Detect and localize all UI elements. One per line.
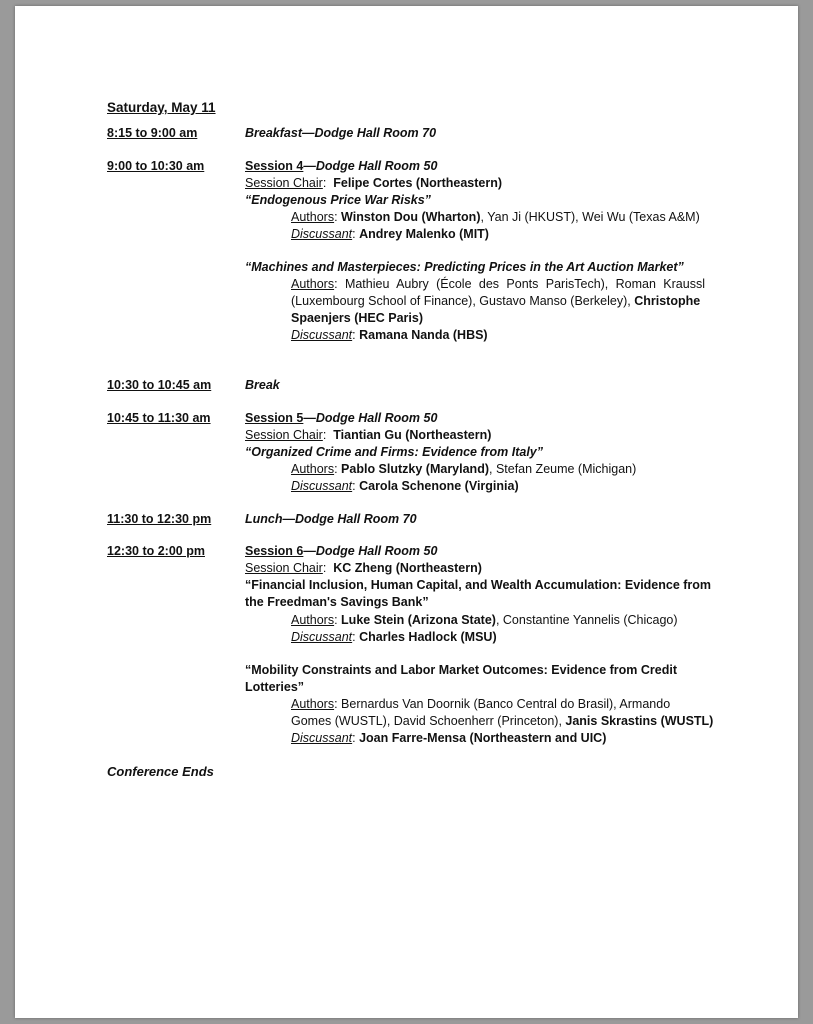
chair-label: Session Chair: [245, 428, 323, 442]
paper-title: “Endogenous Price War Risks”: [245, 193, 431, 207]
presenting-author: Christophe: [634, 294, 701, 308]
chair-name: Felipe Cortes (Northeastern): [333, 176, 503, 190]
paper-title-line: Lotteries”: [245, 680, 305, 694]
paper-title-line: “Financial Inclusion, Human Capital, and Wealth Accumulation: Evidence from: [245, 578, 712, 592]
discussant-label: Discussant: [291, 731, 353, 745]
paper-authors: Authors: Winston Dou (Wharton), Yan Ji (HKUST), Wei Wu (Texas A&M): [291, 210, 700, 224]
co-authors: Bernardus Van Doornik (Banco Central do Brasil), Armando: [341, 697, 671, 711]
session-name: Session 4: [245, 159, 304, 173]
session-location: —Dodge Hall Room 50: [303, 159, 438, 173]
discussant-name: Ramana Nanda (HBS): [359, 328, 488, 342]
authors-label: Authors: [291, 697, 335, 711]
co-authors: , Yan Ji (HKUST), Wei Wu (Texas A&M): [480, 210, 700, 224]
session-chair: Session Chair: Felipe Cortes (Northeastern): [245, 176, 503, 190]
presenting-author: Janis Skrastins (WUSTL): [565, 714, 714, 728]
co-authors: Gomes (WUSTL), David Schoenherr (Princeton),: [291, 714, 566, 728]
chair-label: Session Chair: [245, 176, 323, 190]
slot-time: 10:30 to 10:45 am: [107, 378, 212, 392]
presenting-author: Winston Dou (Wharton): [341, 210, 481, 224]
discussant-label: Discussant: [291, 328, 353, 342]
slot-event: Breakfast—Dodge Hall Room 70: [245, 126, 437, 140]
session-name: Session 6: [245, 544, 304, 558]
discussant-name: Joan Farre-Mensa (Northeastern and UIC): [359, 731, 607, 745]
session-heading: [245, 158, 437, 175]
paper-authors: Authors: Bernardus Van Doornik (Banco Central do Brasil), Armando Gomes (WUSTL), David Schoenherr (Princeton), Janis Skrastins (WUSTL): [291, 697, 714, 728]
authors-label: Authors: [291, 210, 335, 224]
slot-time: 8:15 to 9:00 am: [107, 126, 198, 140]
slot-event: Break: [245, 378, 280, 392]
slot-time: 11:30 to 12:30 pm: [107, 512, 212, 526]
paper-authors: Authors: Mathieu Aubry (École des Ponts ParisTech), Roman Kraussl (Luxembourg School of Finance), Gustavo Manso (Berkeley), Christophe Spaenjers (HEC Paris): [291, 277, 705, 325]
session-location: —Dodge Hall Room 50: [303, 544, 438, 558]
slot-event: Lunch—Dodge Hall Room 70: [245, 512, 417, 526]
day-heading: Saturday, May 11: [107, 100, 216, 115]
authors-label: Authors: [291, 462, 335, 476]
paper-discussant: Discussant: Ramana Nanda (HBS): [291, 328, 488, 342]
slot-time: 10:45 to 11:30 am: [107, 411, 211, 425]
co-authors: , Constantine Yannelis (Chicago): [495, 613, 678, 627]
closing-note: Conference Ends: [107, 764, 214, 779]
paper-authors: Authors: Luke Stein (Arizona State), Constantine Yannelis (Chicago): [291, 613, 678, 627]
discussant-label: Discussant: [291, 479, 353, 493]
co-authors: Mathieu Aubry (École des Ponts ParisTech), Roman Kraussl: [344, 277, 705, 291]
session-heading: [245, 410, 437, 427]
discussant-name: Carola Schenone (Virginia): [359, 479, 519, 493]
discussant-label: Discussant: [291, 630, 353, 644]
paper-discussant: Discussant: Andrey Malenko (MIT): [291, 227, 489, 241]
paper-title: “Organized Crime and Firms: Evidence from Italy”: [245, 445, 543, 459]
session-chair: Session Chair: Tiantian Gu (Northeastern): [245, 428, 492, 442]
paper-title: [245, 577, 711, 611]
session-location: —Dodge Hall Room 50: [303, 411, 438, 425]
discussant-name: Andrey Malenko (MIT): [359, 227, 489, 241]
discussant-label: Discussant: [291, 227, 353, 241]
presenting-author: Luke Stein (Arizona State): [341, 613, 496, 627]
presenting-author: Pablo Slutzky (Maryland): [341, 462, 489, 476]
chair-name: Tiantian Gu (Northeastern): [333, 428, 492, 442]
chair-label: Session Chair: [245, 561, 323, 575]
paper-title: [245, 662, 677, 696]
session-chair: Session Chair: KC Zheng (Northeastern): [245, 561, 482, 575]
paper-title-line: the Freedman's Savings Bank”: [245, 595, 429, 609]
paper-title: “Machines and Masterpieces: Predicting Prices in the Art Auction Market”: [245, 260, 684, 274]
authors-label: Authors: [291, 613, 335, 627]
session-heading: [245, 543, 437, 560]
paper-discussant: Discussant: Joan Farre-Mensa (Northeastern and UIC): [291, 731, 607, 745]
paper-discussant: Discussant: Carola Schenone (Virginia): [291, 479, 519, 493]
discussant-name: Charles Hadlock (MSU): [359, 630, 497, 644]
paper-authors: Authors: Pablo Slutzky (Maryland), Stefan Zeume (Michigan): [291, 462, 637, 476]
slot-time: 12:30 to 2:00 pm: [107, 544, 205, 558]
co-authors: , Stefan Zeume (Michigan): [489, 462, 637, 476]
presenting-author: Spaenjers (HEC Paris): [291, 311, 423, 325]
paper-discussant: Discussant: Charles Hadlock (MSU): [291, 630, 497, 644]
authors-label: Authors: [291, 277, 335, 291]
chair-name: KC Zheng (Northeastern): [333, 561, 482, 575]
slot-time: 9:00 to 10:30 am: [107, 159, 205, 173]
paper-title-line: “Mobility Constraints and Labor Market Outcomes: Evidence from Credit: [245, 663, 678, 677]
co-authors: (Luxembourg School of Finance), Gustavo Manso (Berkeley),: [291, 294, 635, 308]
session-name: Session 5: [245, 411, 304, 425]
